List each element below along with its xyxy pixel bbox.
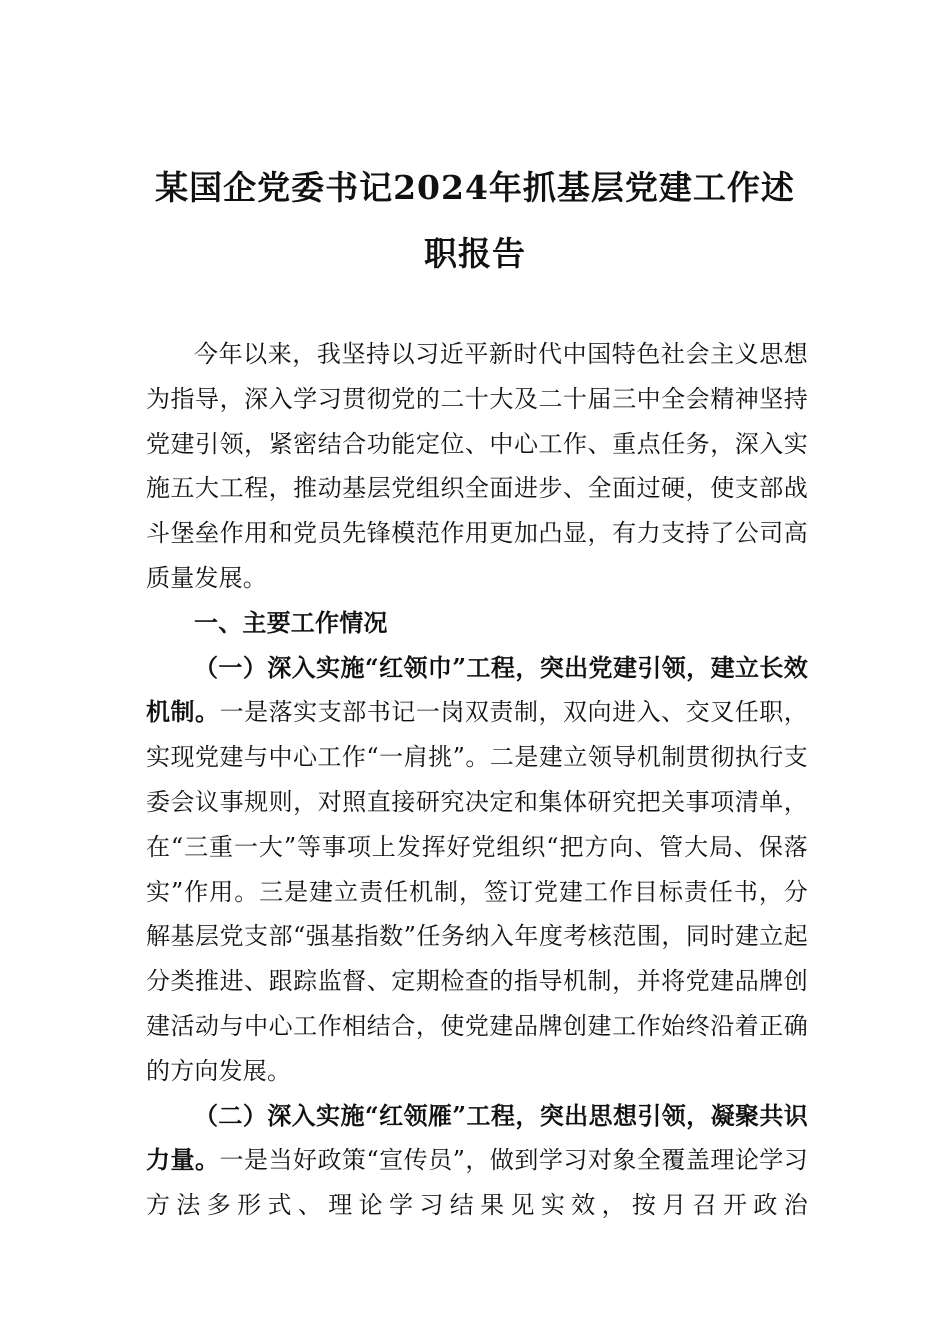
section-heading: 一、主要工作情况 — [194, 608, 388, 637]
item-2-body: 一是当好政策“宣传员”，做到学习对象全覆盖理论学习方法多形式、理论学习结果见实效，按月召开政治 — [146, 1146, 808, 1220]
title-line-1: 某国企党委书记2024年抓基层党建工作述 — [155, 168, 795, 207]
document-title — [120, 155, 830, 287]
item-1-body: 一是落实支部书记一岗双责制，双向进入、交叉任职，实现党建与中心工作“一肩挑”。二是建立领导机制贯彻执行支委会议事规则，对照直接研究决定和集体研究把关事项清单，在“三重一大”等事项上发挥好党组织“把方向、管大局、保落实”作用。三是建立责任机制，签订党建工作目标责任书，分解基层党支部“强基指数”任务纳入年度考核范围，同时建立起分类推进、跟踪监督、定期检查的指导机制，并将党建品牌创建活动与中心工作相结合，使党建品牌创建工作始终沿着正确的方向发展。 — [146, 698, 808, 1085]
item-1-paragraph — [146, 646, 808, 1094]
item-2-lead: （二）深入实施“红领雁”工程，突出思想引领，凝聚共识力量。 — [146, 1100, 808, 1175]
title-line-2: 职报告 — [424, 234, 526, 273]
document-body — [146, 332, 808, 1228]
intro-paragraph: 今年以来，我坚持以习近平新时代中国特色社会主义思想为指导，深入学习贯彻党的二十大及二十届三中全会精神坚持党建引领，紧密结合功能定位、中心工作、重点任务，深入实施五大工程，推动基层党组织全面进步、全面过硬，使支部战斗堡垒作用和党员先锋模范作用更加凸显，有力支持了公司高质量发展。 — [146, 340, 808, 592]
item-2-paragraph — [146, 1094, 808, 1228]
item-1-lead: （一）深入实施“红领巾”工程，突出党建引领，建立长效机制。 — [146, 652, 808, 727]
